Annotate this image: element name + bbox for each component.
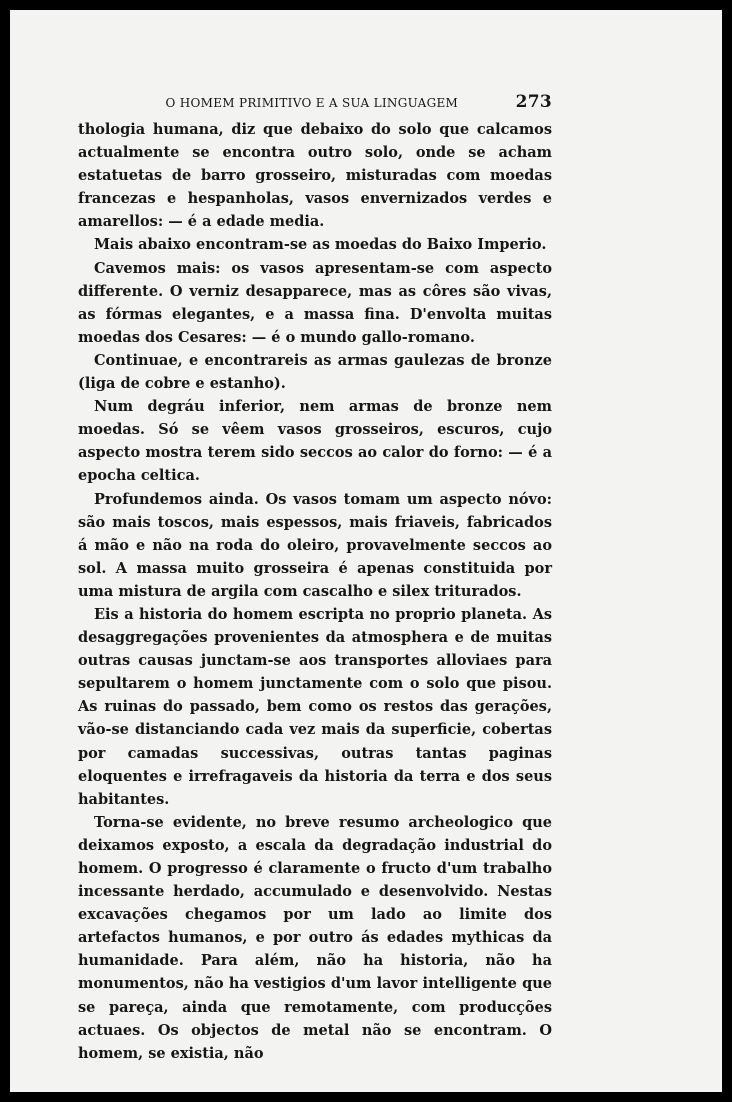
- page-sheet: [10, 10, 722, 1092]
- running-head: [78, 92, 552, 112]
- book-page: [78, 92, 552, 1065]
- page-number: 273: [515, 92, 552, 112]
- paragraph: Profundemos ainda. Os vasos tomam um aspecto nóvo: são mais toscos, mais espessos, mais friaveis, fabricados á mão e não na roda do oleiro, provavelmente seccos ao sol. A massa muito grosseira é apenas constituida por uma mistura de argila com cascalho e silex triturados.: [78, 490, 552, 600]
- paragraph: Eis a historia do homem escripta no proprio planeta. As desaggregações provenientes da atmosphera e de muitas outras causas junctam-se aos transportes alloviaes para sepultarem o homem junctamente com o solo que pisou. As ruinas do passado, bem como os restos das gerações, vão-se distanciando cada vez mais da superficie, cobertas por camadas successivas, outras tantas paginas eloquentes e irrefragaveis da historia da terra e dos seus habitantes.: [78, 605, 552, 808]
- paragraph: Continuae, e encontrareis as armas gaulezas de bronze (liga de cobre e estanho).: [78, 351, 552, 393]
- paragraph-continued: thologia humana, diz que debaixo do solo que calcamos actualmente se encontra outro solo, onde se acham estatuetas de barro grosseiro, misturadas com moedas francezas e hespanholas, vasos envernizados verdes e amarellos: — é a edade media.: [78, 121, 552, 231]
- page-body: [78, 118, 552, 1065]
- paragraph: Torna-se evidente, no breve resumo archeologico que deixamos exposto, a escala da degradação industrial do homem. O progresso é claramente o fructo d'um trabalho incessante herdado, accumulado e desenvolvido. Nestas excavações chegamos por um lado ao limite dos artefactos humanos, e por outro ás edades mythicas da humanidade. Para além, não ha historia, não ha monumentos, não ha vestigios d'um lavor intelligente que se pareça, ainda que remotamente, com producções actuaes. Os objectos de metal não se encontram. O homem, se existia, não: [78, 813, 552, 1062]
- paragraph: Cavemos mais: os vasos apresentam-se com aspecto differente. O verniz desapparece, mas as côres são vivas, as fórmas elegantes, e a massa fina. D'envolta muitas moedas dos Cesares: — é o mundo gallo-romano.: [78, 259, 552, 346]
- paragraph: Num degráu inferior, nem armas de bronze nem moedas. Só se vêem vasos grosseiros, escuros, cujo aspecto mostra terem sido seccos ao calor do forno: — é a epocha celtica.: [78, 398, 552, 485]
- running-head-title: O HOMEM PRIMITIVO E A SUA LINGUAGEM: [165, 96, 459, 110]
- paragraph: Mais abaixo encontram-se as moedas do Baixo Imperio.: [94, 236, 547, 254]
